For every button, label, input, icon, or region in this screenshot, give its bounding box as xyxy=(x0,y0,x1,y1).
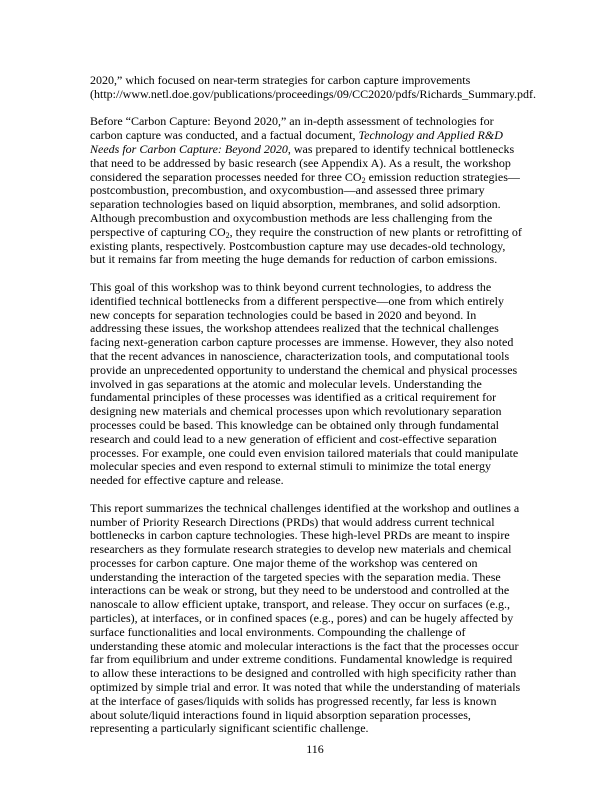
text-segment: , was prepared to identify technical bottlenecks that need to be addressed by basic research (see Appendix A). As a result, the workshop considered the separation processes needed for three CO xyxy=(90,141,515,184)
text-segment: emission reduction strategies—postcombustion, precombustion, and oxycombustion—and assessed three primary separation technologies based on liquid absorption, membranes, and solid adsorption. Although precombustion and oxycombustion methods are less challenging from the perspective of capturing CO xyxy=(90,169,520,239)
page-number: 116 xyxy=(306,742,324,756)
text-segment: This report summarizes the technical challenges identified at the workshop and outlines a number of Priority Research Directions (PRDs) that would address current technical bottlenecks in carbon capture technologies. These high-level PRDs are meant to inspire researchers as they formulate research strategies to develop new materials and chemical processes for carbon capture. One major theme of the workshop was centered on understanding the interaction of the targeted species with the separation media. These interactions can be weak or strong, but they need to be understood and controlled at the nanoscale to allow efficient uptake, transport, and release. They occur on surfaces (e.g., particles), at interfaces, or in confined spaces (e.g., pores) and can be hugely affected by surface functionalities and local environments. Compounding the challenge of understanding these atomic and molecular interactions is the fact that the processes occur far from equilibrium and under extreme conditions. Fundamental knowledge is required to allow these interactions to be designed and controlled with high specificity rather than optimized by simple trial and error. It was noted that while the understanding of materials at the interface of gases/liquids with solids has progressed recently, far less is known about solute/liquid interactions found in liquid absorption separation processes, representing a particularly significant scientific challenge. xyxy=(90,500,521,736)
paragraph-workshop-goal xyxy=(90,281,523,488)
text-segment: 2020,” which focused on near-term strategies for carbon capture improvements xyxy=(90,73,471,87)
text-segment: 2 xyxy=(361,175,366,185)
paragraph-report-summary xyxy=(90,502,523,737)
text-segment: (http://www.netl.doe.gov/publications/proceedings/09/CC2020/pdfs/Richards_Summary.pdf. xyxy=(90,86,537,101)
text-segment: , they require the construction of new plants or retrofitting of existing plants, respectively. Postcombustion capture may use decades-old technology, but it remains far from meeting the huge demands for reduction of carbon emissions. xyxy=(90,224,522,267)
text-segment: Before “Carbon Capture: Beyond 2020,” an in-depth assessment of technologies for carbon capture was conducted, and a factual document, xyxy=(90,114,494,143)
document-body xyxy=(90,73,537,736)
paragraph-before-carbon-capture xyxy=(90,115,523,267)
text-segment: 2 xyxy=(225,230,230,240)
text-segment: Technology and Applied R&D Needs for Carbon Capture: Beyond 2020 xyxy=(90,128,503,156)
text-segment: This goal of this workshop was to think beyond current technologies, to address the identified technical bottlenecks from a different perspective—one from which entirely new concepts for separation technologies could be based in 2020 and beyond. In addressing these issues, the workshop attendees realized that the technical challenges facing next-generation carbon capture processes are immense. However, they also noted that the recent advances in nanoscience, characterization tools, and computational tools provide an unprecedented opportunity to understand the chemical and physical processes involved in gas separations at the atomic and molecular levels. Understanding the fundamental principles of these processes was identified as a critical requirement for designing new materials and chemical processes upon which revolutionary separation processes could be based. This knowledge can be obtained only through fundamental research and could lead to a new generation of efficient and cost-effective separation processes. For example, one could even envision tailored materials that could manipulate molecular species and even respond to external stimuli to minimize the total energy needed for effective capture and release. xyxy=(90,279,519,488)
paragraph-intro-continuation xyxy=(90,73,537,102)
